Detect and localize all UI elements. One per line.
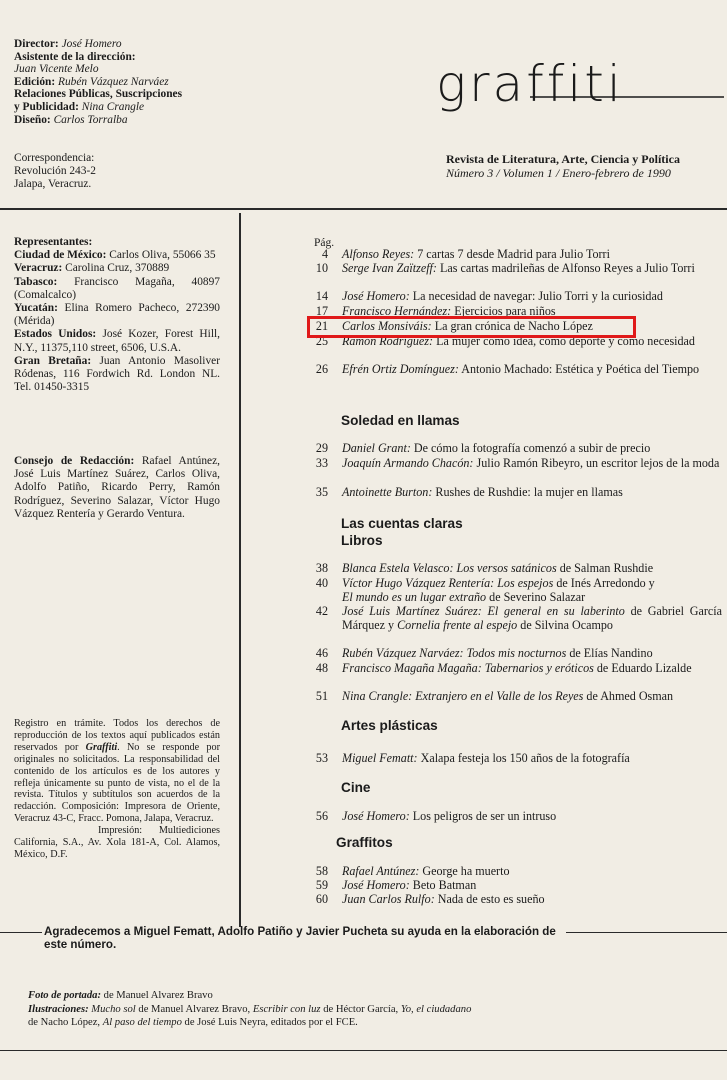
toc-title: Antonio Machado: Estética y Poética del Tiempo — [461, 362, 700, 376]
toc-title: Ejercicios para niños — [454, 304, 556, 318]
toc-title: Todos mis nocturnos — [466, 646, 567, 660]
toc-page: 59 — [315, 878, 328, 892]
rep-mexico-label: Ciudad de México: — [14, 249, 107, 262]
toc-page: 53 — [315, 751, 328, 765]
toc-title: Tabernarios y eróticos — [484, 661, 594, 675]
ilustraciones-label: Ilustraciones: — [28, 1003, 89, 1015]
toc-author: Alfonso Reyes: — [342, 247, 415, 261]
rep-veracruz-label: Veracruz: — [14, 262, 63, 275]
toc-page: 10 — [315, 261, 328, 275]
representantes-title: Representantes: — [14, 236, 93, 248]
il-1: Mucho sol — [91, 1003, 136, 1015]
rep-tabasco-label: Tabasco: — [14, 275, 58, 288]
toc-page: 60 — [315, 892, 328, 906]
toc-author: Rubén Vázquez Narváez: — [342, 646, 464, 660]
toc-page: 38 — [315, 561, 328, 575]
representantes — [14, 236, 220, 394]
divider-bottom — [0, 1050, 727, 1051]
toc-title-rest: de Inés Arredondo y — [556, 576, 655, 590]
highlight-box — [307, 316, 636, 338]
toc-page: 21 — [315, 319, 328, 333]
toc-title-rest: de Elías Nandino — [569, 646, 653, 660]
toc-page: 25 — [315, 334, 328, 348]
toc-page: 51 — [315, 689, 328, 703]
director-name: José Homero — [61, 38, 122, 50]
toc-title: La gran crónica de Nacho López — [434, 319, 593, 333]
relaciones-label: Relaciones Públicas, Suscripciones — [14, 88, 183, 101]
registro-p2: Impresión: Multiediciones California, S.A., Av. Xola 181-A, Col. Alamos, México, D.F. — [14, 825, 220, 860]
thanks-text: Agradecemos a Miguel Fematt, Adolfo Patiño y Javier Pucheta su ayuda en la elaboración de este número. — [44, 925, 556, 951]
section-libros: Libros — [341, 533, 383, 548]
relaciones-name: Nina Crangle — [81, 100, 145, 113]
toc-author: Francisco Hernández: — [342, 304, 452, 318]
rep-yucatan-label: Yucatán: — [14, 302, 58, 315]
toc-title: Beto Batman — [412, 878, 477, 892]
toc-title: Los peligros de ser un intruso — [412, 809, 557, 823]
pag-label: Pág. — [314, 237, 335, 249]
portada-label: Foto de portada: — [28, 990, 101, 1001]
toc-page: 48 — [315, 661, 328, 675]
staff-masthead — [14, 38, 244, 126]
diseno-name: Carlos Torralba — [53, 113, 128, 126]
toc-title: Las cartas madrileñas de Alfonso Reyes a Julio Torri — [439, 261, 695, 275]
toc-title: La necesidad de navegar: Julio Torri y la curiosidad — [412, 289, 663, 303]
magazine-tagline: Revista de Literatura, Arte, Ciencia y Política — [446, 152, 680, 166]
toc-title-rest-2: de Silvina Ocampo — [520, 617, 613, 632]
rep-eeuu-label: Estados Unidos: — [14, 328, 97, 341]
il-7: Al paso del tiempo — [102, 1017, 182, 1028]
section-graffitos: Graffitos — [336, 835, 393, 850]
toc-author: José Luis Martínez Suárez: — [342, 604, 482, 618]
rep-gb-label: Gran Bretaña: — [14, 354, 92, 367]
toc-title: La mujer como idea, como deporte y como necesidad — [436, 334, 695, 348]
correspondencia-label: Correspondencia: — [14, 152, 95, 164]
il-4: de Héctor García, — [323, 1003, 399, 1015]
il-5: Yo, el ciudadano — [400, 1003, 472, 1015]
toc-title: Extranjero en el Valle de los Reyes — [415, 689, 584, 703]
portada-credit: de Manuel Alvarez Bravo — [103, 990, 213, 1001]
consejo-redaccion — [14, 455, 220, 521]
rep-yucatan: Elina Romero Pacheco, 272390 (Mérida) — [14, 302, 220, 328]
toc-author: José Homero: — [342, 809, 410, 823]
toc-page: 56 — [315, 809, 328, 823]
registro-p1-a: Registro en trámite. Todos los derechos de reproducción de los textos aquí publicados están reservados por — [14, 718, 220, 753]
toc-page: 26 — [315, 362, 328, 376]
rep-tabasco: Francisco Magaña, 40897 (Comalcalco) — [14, 275, 220, 301]
correspondencia-line2: Jalapa, Veracruz. — [14, 178, 92, 190]
il-3: Escribir con luz — [252, 1003, 321, 1015]
edicion-name: Rubén Vázquez Narváez — [58, 75, 169, 88]
toc-title-rest-2: de Severino Salazar — [489, 589, 586, 604]
toc-title: Los espejos — [497, 576, 554, 590]
toc-title-2: El mundo es un lugar extraño — [342, 589, 487, 604]
divider-vertical — [239, 213, 241, 927]
toc-page: 40 — [315, 576, 328, 590]
toc-title: Rushes de Rushdie: la mujer en llamas — [435, 485, 623, 499]
toc-title-rest: de Ahmed Osman — [586, 689, 674, 703]
toc-title-rest: de Gabriel García Márquez y — [342, 604, 722, 632]
toc-title: George ha muerto — [422, 864, 510, 878]
registro — [14, 718, 220, 861]
rep-eeuu: José Kozer, Forest Hill, N.Y., 11375,110 street, 6506, U.S.A. — [14, 328, 221, 354]
toc-title-rest: de Eduardo Lizalde — [596, 661, 692, 675]
toc-title: De cómo la fotografía comenzó a subir de precio — [413, 441, 651, 455]
toc-author: Efrén Ortiz Domínguez: — [342, 362, 459, 376]
toc-title-2: Cornelia frente al espejo — [397, 617, 518, 632]
toc-title: El general en su laberinto — [487, 604, 625, 618]
asistente-name: Juan Vicente Melo — [14, 63, 99, 76]
edicion-label: Edición: — [14, 75, 56, 88]
toc-author: Daniel Grant: — [342, 441, 411, 455]
toc-page: 42 — [315, 604, 328, 618]
toc-author: José Homero: — [342, 289, 410, 303]
correspondencia-line1: Revolución 243-2 — [14, 165, 96, 177]
toc-author: José Homero: — [342, 878, 410, 892]
toc-author: Francisco Magaña Magaña: — [342, 661, 482, 675]
rep-gb: Juan Antonio Masoliver Ródenas, 116 Fordwich Rd. London NL. Tel. 01450-3315 — [14, 354, 220, 394]
registro-p1-b: Graffiti — [85, 741, 118, 753]
toc-title: Los versos satánicos — [456, 561, 557, 575]
toc-author: Miguel Fematt: — [342, 751, 418, 765]
il-6: de Nacho López, — [28, 1017, 101, 1028]
credits — [28, 989, 718, 1030]
toc-author: Víctor Hugo Vázquez Rentería: — [342, 576, 495, 590]
toc-author: Carlos Monsiváis: — [342, 319, 432, 333]
il-8: de José Luis Neyra, editados por el FCE. — [184, 1017, 358, 1028]
toc-author: Blanca Estela Velasco: — [342, 561, 454, 575]
toc-page: 4 — [321, 247, 328, 261]
consejo-text: Rafael Antúnez, José Luis Martínez Suárez, Carlos Oliva, Adolfo Patiño, Ricardo Perry, Ramón Rodríguez, Severino Salazar, Víctor Hugo Vázquez Rentería y Gerardo Ventura. — [14, 455, 220, 520]
thanks-rule-left — [0, 932, 42, 933]
toc-title: Julio Ramón Ribeyro, un escritor lejos de la moda — [476, 456, 720, 470]
toc-author: Serge Ivan Zaïtzeff: — [342, 261, 437, 275]
toc-title-rest: de Salman Rushdie — [559, 561, 654, 575]
toc-page: 46 — [315, 646, 328, 660]
rep-veracruz: Carolina Cruz, 370889 — [65, 262, 170, 275]
toc-author: Ramón Rodríguez: — [342, 334, 434, 348]
toc-author: Antoinette Burton: — [342, 485, 433, 499]
toc-title: Xalapa festeja los 150 años de la fotografía — [420, 751, 630, 765]
toc-author: Joaquín Armando Chacón: — [342, 456, 474, 470]
asistente-label: Asistente de la dirección: — [14, 50, 136, 63]
rep-mexico: Carlos Oliva, 55066 35 — [109, 249, 216, 262]
toc-author: Juan Carlos Rulfo: — [342, 892, 435, 906]
toc-page: 58 — [315, 864, 328, 878]
toc-title: 7 cartas 7 desde Madrid para Julio Torri — [417, 247, 610, 261]
correspondencia — [14, 152, 96, 191]
section-artes: Artes plásticas — [341, 718, 438, 733]
toc-author: Rafael Antúnez: — [342, 864, 420, 878]
diseno-label: Diseño: — [14, 113, 51, 126]
toc-page: 35 — [315, 485, 328, 499]
toc-page: 29 — [315, 441, 328, 455]
il-2: de Manuel Alvarez Bravo, — [138, 1003, 251, 1015]
consejo-label: Consejo de Redacción: — [14, 455, 135, 467]
toc-page: 14 — [315, 289, 328, 303]
toc-page: 17 — [315, 304, 328, 318]
thanks-rule-right — [566, 932, 727, 933]
toc-title: Nada de esto es sueño — [437, 892, 545, 906]
director-label: Director: — [14, 38, 59, 50]
registro-p1-c: . No se responde por originales no solicitados. La responsabilidad del contenido de los artículos es de los autores y refleja únicamente su punto de vista, no el de la revista. Títulos y subtítulos son acuerdos de la redacción. Composición: Impresora de Oriente, Veracruz 43-C, Fracc. Pomona, Jalapa, Veracruz. — [14, 741, 220, 825]
relaciones-label-2: y Publicidad: — [14, 100, 79, 113]
section-cuentas: Las cuentas claras — [341, 516, 463, 531]
section-cine: Cine — [341, 780, 371, 795]
toc-author: Nina Crangle: — [342, 689, 413, 703]
section-soledad: Soledad en llamas — [341, 413, 460, 428]
toc-page: 33 — [315, 456, 328, 470]
magazine-issue: Número 3 / Volumen 1 / Enero-febrero de 1990 — [446, 166, 671, 180]
logo-text: graffiti — [436, 55, 624, 113]
